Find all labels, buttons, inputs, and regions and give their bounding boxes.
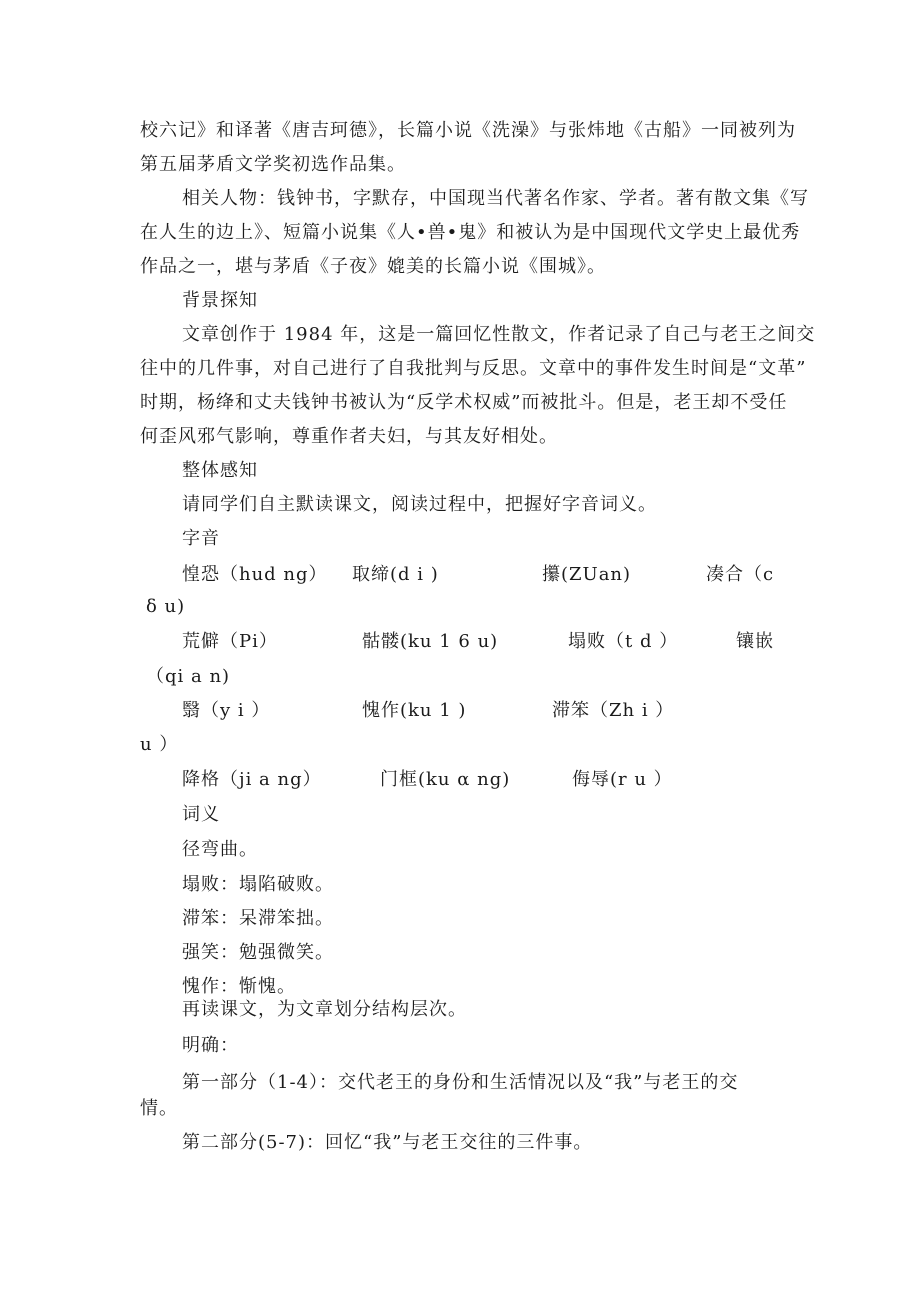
pronunciation-entry: 镶嵌: [736, 631, 774, 652]
paragraph-line: 再读课文，为文章划分结构层次。: [182, 999, 467, 1020]
section-heading: 背景探知: [182, 290, 258, 311]
section-heading: 词义: [182, 804, 220, 825]
pronunciation-entry: 惶恐（hud ng）: [182, 564, 328, 585]
paragraph-line: 在人生的边上》、短篇小说集《人•兽•鬼》和被认为是中国现代文学史上最优秀: [140, 222, 801, 243]
pronunciation-entry: 降格（ji a ng）: [182, 769, 322, 790]
paragraph-line: 第五届茅盾文学奖初选作品集。: [140, 154, 406, 175]
pronunciation-entry: 凑合（c: [706, 564, 775, 585]
structure-label: 明确：: [182, 1035, 239, 1056]
paragraph-line: 作品之一，堪与茅盾《子夜》媲美的长篇小说《围城》。: [140, 256, 606, 277]
section-heading: 字音: [182, 528, 220, 549]
pronunciation-entry: 取缔(d i ): [352, 564, 439, 585]
paragraph-line: 文章创作于 1984 年，这是一篇回忆性散文，作者记录了自己与老王之间交: [182, 324, 816, 345]
pronunciation-row: [0, 563, 920, 587]
vocabulary-item: 强笑：勉强微笑。: [182, 942, 334, 963]
pronunciation-wrap: u ）: [140, 734, 179, 755]
pronunciation-entry: 塌败（t d ）: [568, 631, 679, 652]
pronunciation-row: [0, 699, 920, 723]
pronunciation-entry: 荒僻（Pi）: [182, 631, 278, 652]
pronunciation-entry: 门框(ku α ng): [380, 769, 511, 790]
pronunciation-row: [0, 768, 920, 792]
paragraph-line: 请同学们自主默读课文，阅读过程中，把握好字音词义。: [182, 494, 657, 515]
pronunciation-wrap: （qi a n): [146, 666, 231, 687]
paragraph-line: 相关人物：钱钟书，字默存，中国现当代著名作家、学者。著有散文集《写: [182, 188, 809, 209]
structure-part: 情。: [140, 1098, 178, 1119]
pronunciation-entry: 攥(ZUan): [542, 564, 632, 585]
vocabulary-item: 塌败：塌陷破败。: [182, 874, 334, 895]
paragraph-line: 往中的几件事，对自己进行了自我批判与反思。文章中的事件发生时间是“文革”: [140, 358, 807, 379]
pronunciation-entry: 骷髅(ku 1 6 u): [362, 631, 499, 652]
pronunciation-wrap: δ u): [146, 596, 186, 617]
vocabulary-item: 愧作：惭愧。: [182, 976, 296, 997]
vocabulary-item: 径弯曲。: [182, 839, 258, 860]
pronunciation-entry: 愧作(ku 1 ): [362, 700, 467, 721]
pronunciation-entry: 侮辱(r u ）: [572, 769, 673, 790]
pronunciation-entry: 翳（y i ）: [182, 700, 271, 721]
structure-part: 第一部分（1-4）：交代老王的身份和生活情况以及“我”与老王的交: [182, 1072, 739, 1093]
paragraph-line: 时期，杨绛和丈夫钱钟书被认为“反学术权威”而被批斗。但是，老王却不受任: [140, 392, 788, 413]
pronunciation-row: [0, 630, 920, 654]
section-heading: 整体感知: [182, 460, 258, 481]
paragraph-line: 校六记》和译著《唐吉珂德》，长篇小说《洗澡》与张炜地《古船》一同被列为: [140, 120, 796, 141]
vocabulary-item: 滞笨：呆滞笨拙。: [182, 908, 334, 929]
structure-part: 第二部分(5-7)：回忆“我”与老王交往的三件事。: [182, 1132, 593, 1153]
pronunciation-entry: 滞笨（Zh i ）: [552, 700, 675, 721]
paragraph-line: 何歪风邪气影响，尊重作者夫妇，与其友好相处。: [140, 426, 558, 447]
